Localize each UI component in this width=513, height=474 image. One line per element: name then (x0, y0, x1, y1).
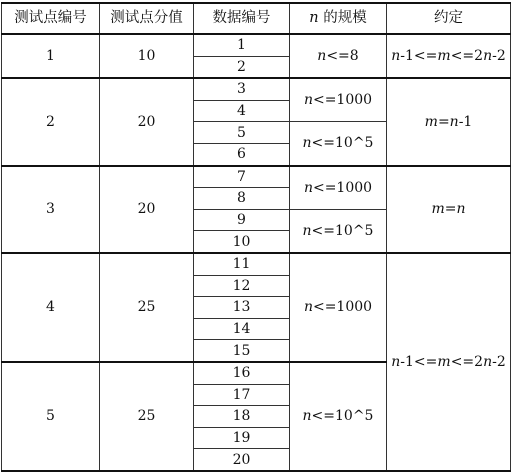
n-condition-cell (290, 209, 387, 253)
data-id-cell: 20 (194, 449, 290, 471)
constraint-var: n (483, 353, 493, 370)
constraint-text: -1 (458, 113, 473, 130)
n-bound: <=10^5 (311, 222, 374, 239)
table-row (2, 166, 511, 188)
data-id-cell: 6 (194, 143, 290, 165)
n-bound: <=10^5 (311, 135, 374, 152)
score-cell: 20 (100, 166, 194, 253)
constraint-text: -2 (492, 48, 506, 65)
n-bound: <=1000 (312, 92, 373, 109)
constraint-var: m (437, 353, 451, 370)
data-id-cell: 11 (194, 253, 290, 275)
constraint-var: n (391, 353, 401, 370)
n-variable: n (303, 92, 313, 109)
n-variable: n (302, 222, 312, 239)
constraint-text: <=2 (450, 353, 484, 370)
table-row (2, 34, 511, 56)
score-cell: 25 (100, 253, 194, 362)
n-bound: <=1000 (312, 179, 373, 196)
data-id-cell: 12 (194, 275, 290, 297)
score-cell: 25 (100, 362, 194, 471)
table-row (2, 253, 511, 275)
constraint-var: m (424, 113, 438, 130)
n-condition-cell (290, 253, 387, 362)
n-variable: n (317, 48, 327, 65)
constraint-cell (387, 34, 511, 78)
data-id-cell: 4 (194, 100, 290, 122)
n-variable: n (302, 135, 312, 152)
test-id-cell: 5 (2, 362, 100, 471)
test-id-cell: 3 (2, 166, 100, 253)
n-condition-cell (290, 34, 387, 78)
data-id-cell: 7 (194, 166, 290, 188)
header-constraint: 约定 (387, 3, 511, 34)
data-id-cell: 14 (194, 318, 290, 340)
n-variable: n (303, 179, 313, 196)
data-id-cell: 10 (194, 231, 290, 253)
constraint-text: -1<= (400, 353, 438, 370)
constraint-var: n (456, 201, 466, 218)
constraint-var: n (391, 48, 401, 65)
constraint-text: = (444, 201, 457, 218)
constraint-var: m (437, 48, 451, 65)
data-id-cell: 17 (194, 384, 290, 406)
constraint-cell (387, 78, 511, 165)
n-variable: n (302, 408, 312, 425)
test-id-cell: 4 (2, 253, 100, 362)
data-id-cell: 9 (194, 209, 290, 231)
constraint-cell (387, 166, 511, 253)
n-bound: <=8 (326, 48, 359, 65)
data-id-cell: 13 (194, 297, 290, 319)
n-condition-cell (290, 122, 387, 166)
header-data-id: 数据编号 (194, 3, 290, 34)
n-variable: n (303, 299, 313, 316)
test-id-cell: 2 (2, 78, 100, 165)
data-id-cell: 2 (194, 56, 290, 78)
table-row (2, 78, 511, 100)
constraint-text: <=2 (450, 48, 484, 65)
header-test-id: 测试点编号 (2, 3, 100, 34)
header-score: 测试点分值 (100, 3, 194, 34)
score-cell: 10 (100, 34, 194, 78)
header-n-scale (290, 3, 387, 34)
data-id-cell: 15 (194, 340, 290, 362)
data-id-cell: 18 (194, 406, 290, 428)
n-condition-cell (290, 78, 387, 122)
data-id-cell: 1 (194, 34, 290, 56)
data-id-cell: 19 (194, 427, 290, 449)
header-n-variable: n (309, 10, 319, 27)
constraint-var: n (449, 113, 459, 130)
data-id-cell: 16 (194, 362, 290, 384)
data-id-cell: 5 (194, 122, 290, 144)
header-n-scale-text: 的规模 (318, 10, 367, 27)
n-condition-cell (290, 362, 387, 471)
header-row (2, 3, 511, 34)
constraint-var: n (483, 48, 493, 65)
test-id-cell: 1 (2, 34, 100, 78)
score-cell: 20 (100, 78, 194, 165)
test-point-table (1, 2, 511, 472)
constraint-var: m (431, 201, 445, 218)
constraint-text: -2 (492, 353, 506, 370)
data-id-cell: 3 (194, 78, 290, 100)
constraint-cell (387, 253, 511, 471)
data-id-cell: 8 (194, 188, 290, 210)
constraint-text: -1<= (400, 48, 438, 65)
n-bound: <=1000 (312, 299, 373, 316)
constraint-text: = (437, 113, 450, 130)
n-bound: <=10^5 (311, 408, 374, 425)
n-condition-cell (290, 166, 387, 210)
